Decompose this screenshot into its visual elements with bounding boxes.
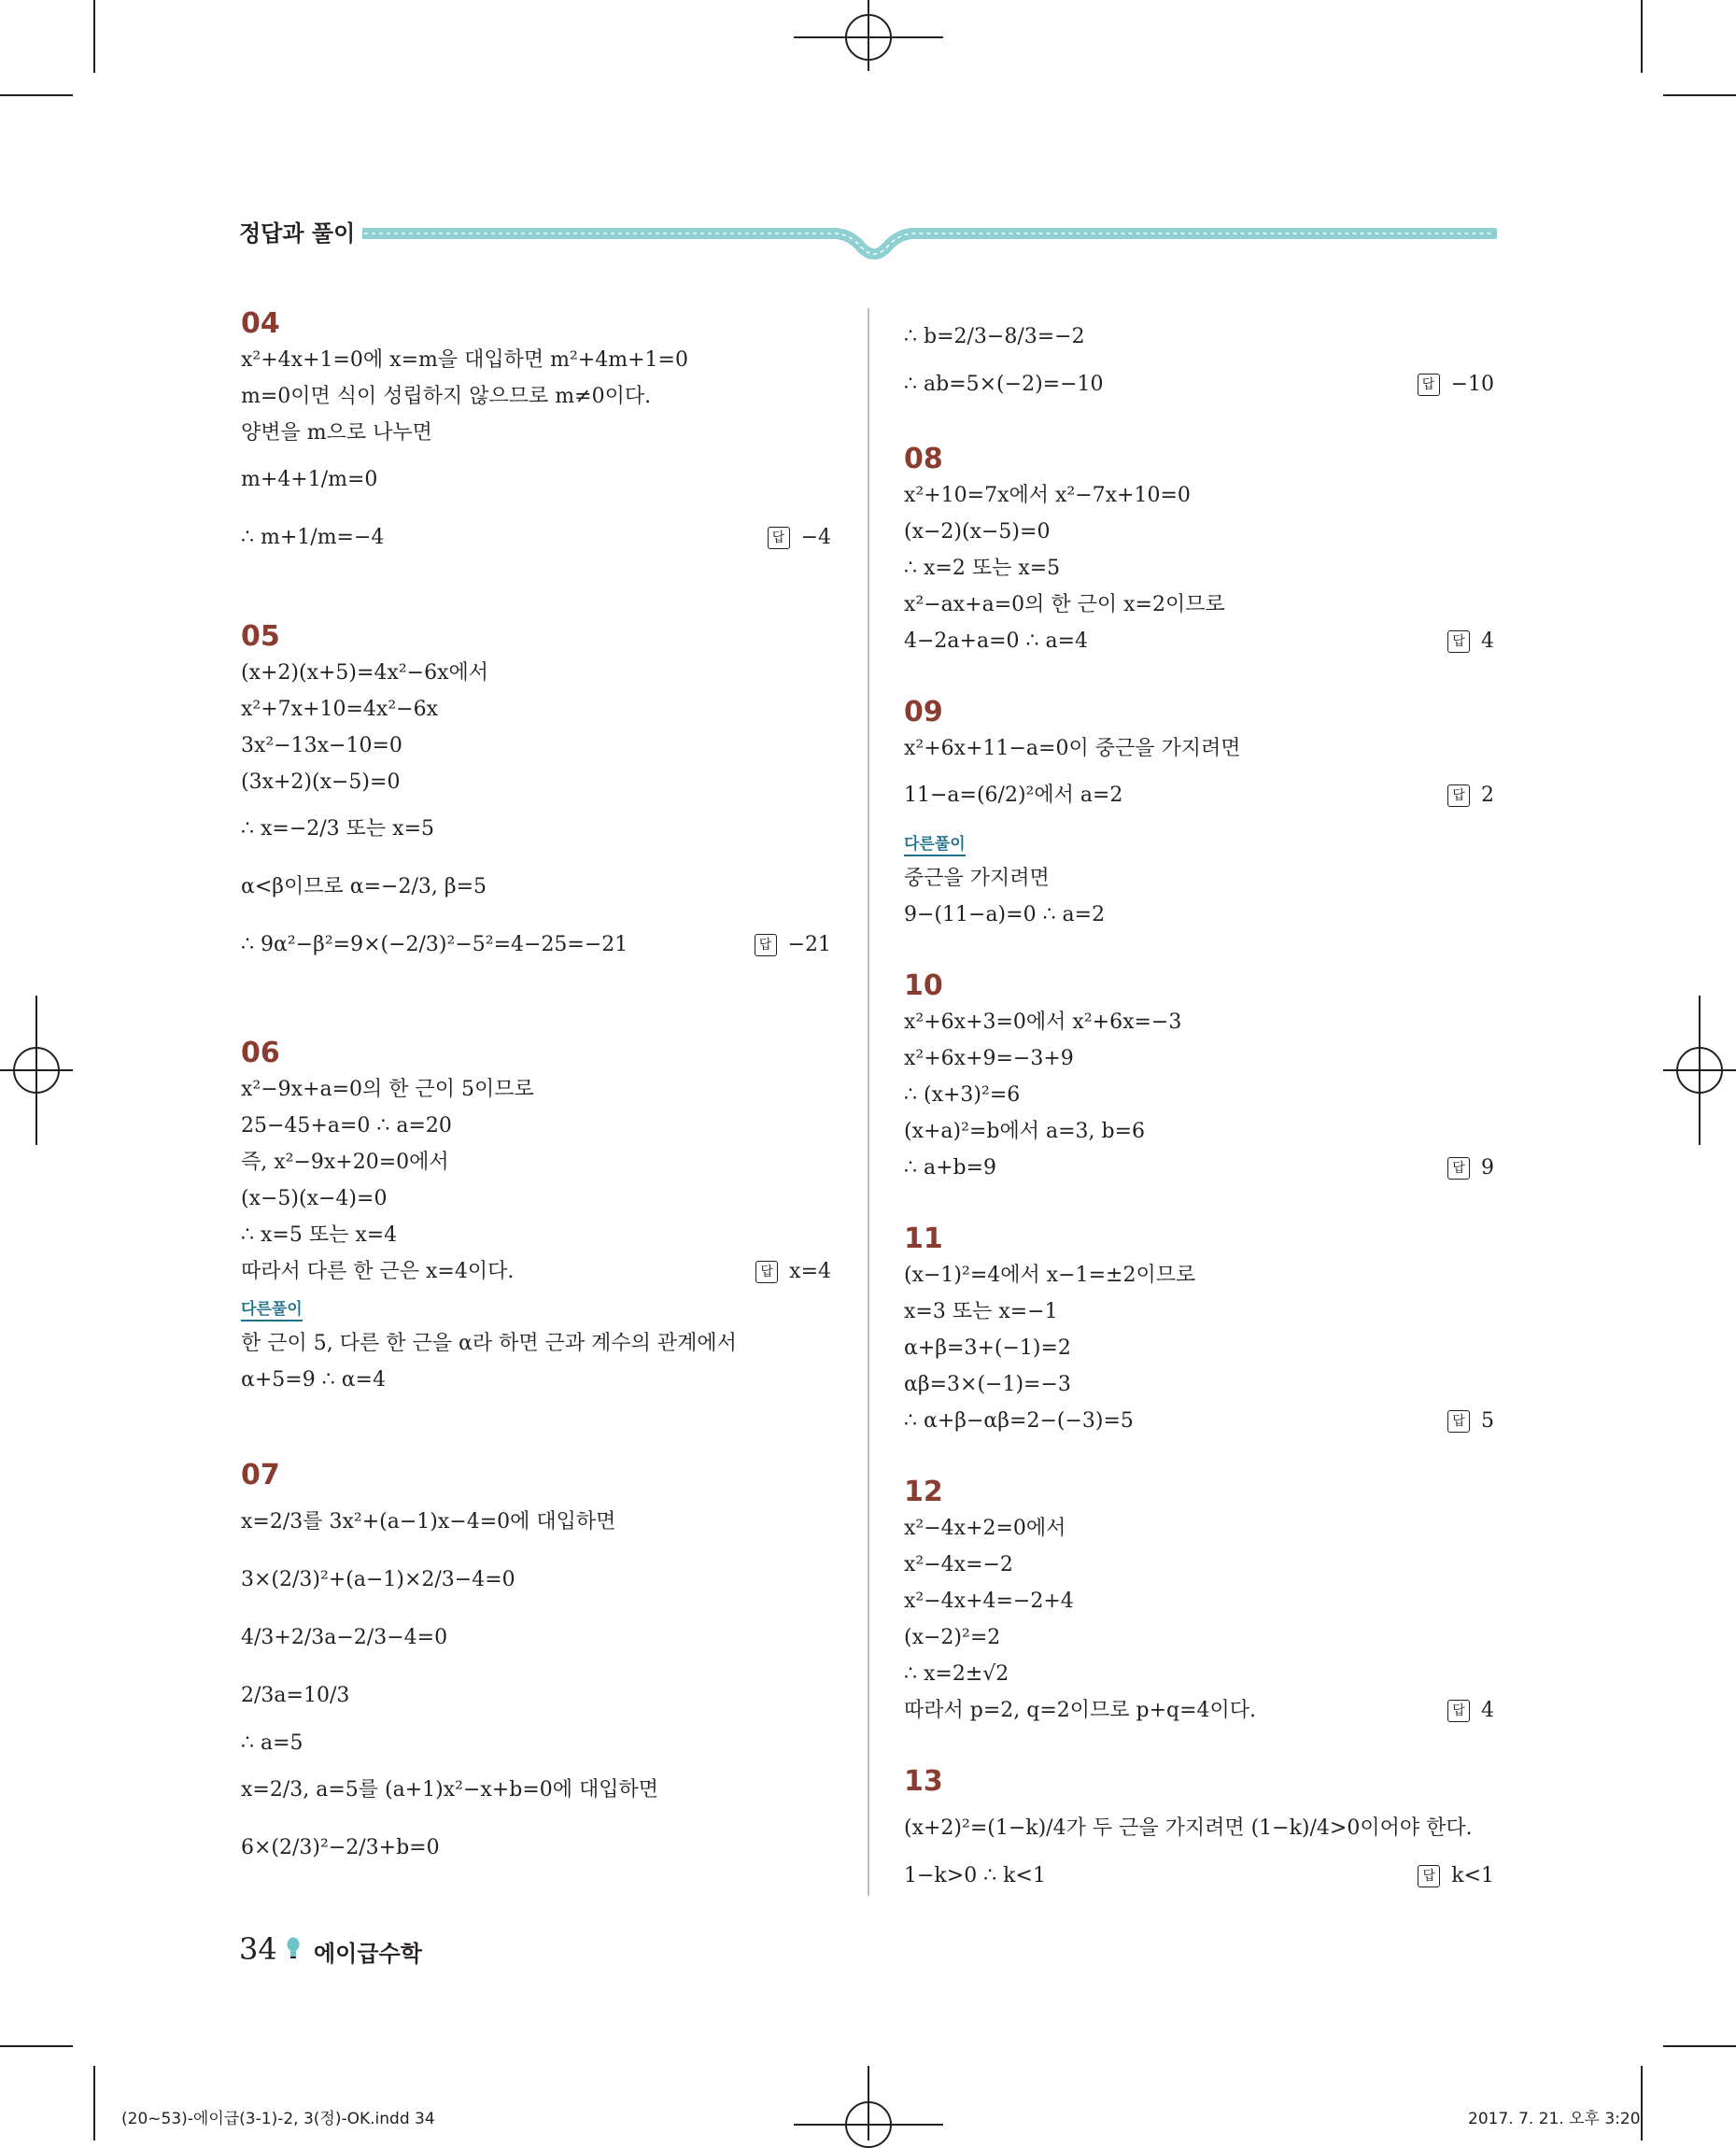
answer — [1447, 767, 1494, 825]
equation-text: (x−1)²=4에서 x−1=±2이므로 — [904, 1264, 1196, 1287]
answer-value: 4 — [1481, 1699, 1494, 1722]
solution-line — [241, 728, 831, 764]
problem-number: 10 — [904, 969, 943, 1002]
answer — [1447, 1403, 1494, 1439]
solution-line — [904, 623, 1494, 659]
solution-line — [241, 1253, 831, 1290]
answer-badge: 답 — [1418, 374, 1440, 396]
solution-line — [904, 1656, 1494, 1692]
answer-value: 2 — [1481, 784, 1494, 807]
equation-text: ∴ m+1/m=−4 — [241, 526, 385, 549]
equation-text: x²+7x+10=4x²−6x — [241, 698, 438, 721]
solution-line — [241, 1180, 831, 1217]
solution-line — [904, 730, 1494, 767]
equation-text: ∴ x=−2/3 또는 x=5 — [241, 817, 434, 841]
print-date: 2017. 7. 21. 오후 3:20 — [1468, 2110, 1641, 2128]
solution-line — [241, 1362, 831, 1398]
solution-line — [904, 897, 1494, 933]
equation-text: ∴ α+β−αβ=2−(−3)=5 — [904, 1409, 1134, 1433]
equation-text: (x−5)(x−4)=0 — [241, 1187, 388, 1210]
crop-mark — [1663, 2045, 1736, 2047]
problem-12 — [904, 1477, 1494, 1729]
equation-text: 25−45+a=0 ∴ a=20 — [241, 1114, 452, 1138]
problem-09 — [904, 697, 1494, 933]
solution-line — [241, 1071, 831, 1108]
answer-value: −10 — [1450, 373, 1494, 396]
problem-04 — [241, 308, 831, 567]
solution-line — [904, 586, 1494, 623]
registration-line — [868, 2066, 869, 2141]
answer-badge: 답 — [1447, 630, 1470, 653]
solution-line — [904, 1510, 1494, 1547]
equation-text: x²+6x+9=−3+9 — [904, 1047, 1074, 1070]
equation-text: 1−k>0 ∴ k<1 — [904, 1864, 1046, 1887]
answer-badge: 답 — [1447, 1157, 1470, 1180]
solution-line — [904, 1800, 1494, 1858]
solution-line — [904, 1692, 1494, 1729]
solution-line — [241, 1667, 831, 1725]
left-column — [241, 308, 831, 1877]
answer — [1418, 1858, 1494, 1894]
equation-text: x²−9x+a=0의 한 근이 5이므로 — [241, 1078, 534, 1101]
solution-line — [904, 860, 1494, 897]
registration-line — [1699, 996, 1701, 1145]
equation-text: x²−4x=−2 — [904, 1553, 1013, 1576]
solution-line — [904, 1293, 1494, 1330]
equation-text: ∴ a+b=9 — [904, 1156, 997, 1180]
problem-number: 13 — [904, 1765, 943, 1798]
answer-badge: 답 — [768, 527, 790, 549]
solution-line — [904, 1366, 1494, 1403]
answer — [1447, 1692, 1494, 1729]
equation-text: 양변을 m으로 나누면 — [241, 421, 432, 445]
equation-text: αβ=3×(−1)=−3 — [904, 1373, 1071, 1396]
solution-line — [904, 1858, 1494, 1894]
equation-text: 4/3+2/3a−2/3−4=0 — [241, 1626, 448, 1649]
equation-text: x=3 또는 x=−1 — [904, 1300, 1058, 1323]
equation-text: 즉, x²−9x+20=0에서 — [241, 1151, 449, 1174]
answer — [1447, 1150, 1494, 1186]
solution-line — [904, 1004, 1494, 1040]
equation-text: α+5=9 ∴ α=4 — [241, 1368, 386, 1392]
equation-text: (x+2)(x+5)=4x²−6x에서 — [241, 661, 489, 685]
crop-mark — [93, 2066, 95, 2141]
solution-line — [904, 1257, 1494, 1293]
equation-text: 중근을 가지려면 — [904, 867, 1050, 890]
equation-text: x=2/3를 3x²+(a−1)x−4=0에 대입하면 — [241, 1510, 616, 1533]
crop-mark — [93, 0, 95, 73]
answer-badge: 답 — [1447, 1410, 1470, 1433]
solution-line — [241, 764, 831, 800]
answer-badge: 답 — [1447, 784, 1470, 807]
problem-number: 06 — [241, 1037, 280, 1069]
solution-line — [241, 691, 831, 728]
solution-line — [904, 1330, 1494, 1366]
equation-text: x=2/3, a=5를 (a+1)x²−x+b=0에 대입하면 — [241, 1778, 659, 1802]
alternative-solution-tag: 다른풀이 — [241, 1295, 303, 1321]
equation-text: α+β=3+(−1)=2 — [904, 1336, 1071, 1360]
answer-value: 5 — [1481, 1409, 1494, 1433]
equation-text: ∴ b=2/3−8/3=−2 — [904, 325, 1085, 348]
answer — [755, 916, 831, 974]
alternative-solution-tag: 다른풀이 — [904, 830, 966, 856]
header-ribbon — [362, 217, 1497, 273]
equation-text: 따라서 다른 한 근은 x=4이다. — [241, 1260, 515, 1283]
solution-line — [241, 1493, 831, 1551]
page-header-title: 정답과 풀이 — [239, 220, 356, 247]
solution-line — [241, 1144, 831, 1180]
equation-text: x²−4x+4=−2+4 — [904, 1590, 1074, 1613]
solution-line — [241, 1725, 831, 1761]
answer-badge: 답 — [1447, 1700, 1470, 1722]
problem-13 — [904, 1766, 1494, 1894]
equation-text: 11−a=(6/2)²에서 a=2 — [904, 784, 1123, 807]
equation-text: 한 근이 5, 다른 한 근을 α라 하면 근과 계수의 관계에서 — [241, 1332, 737, 1355]
registration-line — [868, 0, 869, 71]
brand-name: 에이급수학 — [314, 1941, 422, 1967]
crop-mark — [1641, 2066, 1643, 2141]
crop-mark — [0, 2045, 73, 2047]
equation-text: 4−2a+a=0 ∴ a=4 — [904, 629, 1089, 653]
solution-line — [904, 550, 1494, 586]
crop-mark — [1641, 0, 1643, 73]
solution-line — [241, 1819, 831, 1877]
solution-line — [241, 451, 831, 509]
problem-number: 12 — [904, 1476, 943, 1508]
problem-number: 08 — [904, 443, 943, 475]
answer-badge: 답 — [755, 934, 777, 956]
answer — [1447, 623, 1494, 659]
equation-text: ∴ 9α²−β²=9×(−2/3)²−5²=4−25=−21 — [241, 933, 628, 956]
solution-line — [904, 1150, 1494, 1186]
answer-value: −4 — [800, 526, 831, 549]
equation-text: (x−2)²=2 — [904, 1626, 1001, 1649]
equation-text: α<β이므로 α=−2/3, β=5 — [241, 875, 487, 898]
answer — [768, 509, 831, 567]
equation-text: x²+6x+11−a=0이 중근을 가지려면 — [904, 737, 1241, 760]
answer-value: x=4 — [789, 1260, 831, 1283]
equation-text: 따라서 p=2, q=2이므로 p+q=4이다. — [904, 1699, 1257, 1722]
problem-07 — [241, 1460, 831, 1877]
equation-text: x²+6x+3=0에서 x²+6x=−3 — [904, 1010, 1182, 1034]
equation-text: m=0이면 식이 성립하지 않으므로 m≠0이다. — [241, 385, 652, 408]
solution-line — [904, 1403, 1494, 1439]
solution-line — [904, 1040, 1494, 1077]
equation-text: x²−4x+2=0에서 — [904, 1517, 1066, 1540]
equation-text: ∴ a=5 — [241, 1731, 303, 1755]
solution-line — [904, 1077, 1494, 1113]
equation-text: ∴ (x+3)²=6 — [904, 1083, 1021, 1107]
equation-text: ∴ x=2 또는 x=5 — [904, 557, 1061, 580]
problem-number: 11 — [904, 1222, 943, 1255]
problem-number: 04 — [241, 307, 280, 340]
equation-text: 3x²−13x−10=0 — [241, 734, 402, 757]
equation-text: 3×(2/3)²+(a−1)×2/3−4=0 — [241, 1568, 515, 1591]
problem-08 — [904, 444, 1494, 659]
solution-line — [904, 366, 1494, 403]
solution-line — [904, 1113, 1494, 1150]
crop-mark — [1663, 94, 1736, 96]
solution-line — [904, 1547, 1494, 1583]
problem-11 — [904, 1223, 1494, 1439]
solution-line — [241, 1325, 831, 1362]
equation-text: x²+4x+1=0에 x=m을 대입하면 m²+4m+1=0 — [241, 348, 688, 372]
problem-06 — [241, 1038, 831, 1398]
answer-badge: 답 — [1418, 1865, 1440, 1887]
solution-line — [241, 1761, 831, 1819]
equation-text: (x−2)(x−5)=0 — [904, 520, 1051, 544]
lightbulb-icon — [286, 1937, 301, 1959]
solution-line — [904, 1619, 1494, 1656]
equation-text: ∴ x=5 또는 x=4 — [241, 1223, 398, 1247]
solution-line — [241, 1551, 831, 1609]
solution-line — [241, 916, 831, 974]
solution-line — [241, 1217, 831, 1253]
column-divider — [868, 308, 869, 1896]
solution-line — [241, 378, 831, 415]
answer-value: −21 — [787, 933, 831, 956]
equation-text: x²−ax+a=0의 한 근이 x=2이므로 — [904, 593, 1225, 616]
right-column — [904, 308, 1494, 1894]
crop-mark — [0, 94, 73, 96]
registration-line — [35, 996, 37, 1145]
problem-number: 09 — [904, 696, 943, 728]
solution-line — [241, 342, 831, 378]
problem-cont — [904, 308, 1494, 403]
solution-line — [904, 767, 1494, 825]
equation-text: m+4+1/m=0 — [241, 468, 378, 491]
equation-text: 9−(11−a)=0 ∴ a=2 — [904, 903, 1106, 926]
problem-number: 05 — [241, 620, 280, 653]
solution-line — [904, 1583, 1494, 1619]
solution-line — [904, 308, 1494, 366]
solution-line — [241, 655, 831, 691]
file-slug: (20~53)-에이급(3-1)-2, 3(정)-OK.indd 34 — [121, 2110, 435, 2128]
equation-text: ∴ ab=5×(−2)=−10 — [904, 373, 1104, 396]
answer-value: 9 — [1481, 1156, 1494, 1180]
equation-text: 6×(2/3)²−2/3+b=0 — [241, 1836, 440, 1859]
answer — [1418, 366, 1494, 403]
solution-line — [241, 415, 831, 451]
solution-line — [241, 509, 831, 567]
equation-text: ∴ x=2±√2 — [904, 1662, 1009, 1686]
solution-line — [904, 514, 1494, 550]
answer — [755, 1253, 831, 1290]
answer-value: 4 — [1481, 629, 1494, 653]
equation-text: (3x+2)(x−5)=0 — [241, 770, 401, 794]
answer-value: k<1 — [1451, 1864, 1494, 1887]
solution-line — [241, 858, 831, 916]
solution-line — [241, 800, 831, 858]
equation-text: (x+2)²=(1−k)/4가 두 근을 가지려면 (1−k)/4>0이어야 한다. — [904, 1816, 1473, 1840]
solution-line — [241, 1609, 831, 1667]
page-number: 34 — [239, 1931, 277, 1967]
equation-text: x²+10=7x에서 x²−7x+10=0 — [904, 484, 1191, 507]
answer-badge: 답 — [755, 1261, 778, 1283]
problem-10 — [904, 970, 1494, 1186]
problem-05 — [241, 621, 831, 974]
solution-line — [241, 1108, 831, 1144]
equation-text: 2/3a=10/3 — [241, 1684, 350, 1707]
equation-text: (x+a)²=b에서 a=3, b=6 — [904, 1120, 1146, 1143]
problem-number: 07 — [241, 1459, 280, 1491]
solution-line — [904, 477, 1494, 514]
